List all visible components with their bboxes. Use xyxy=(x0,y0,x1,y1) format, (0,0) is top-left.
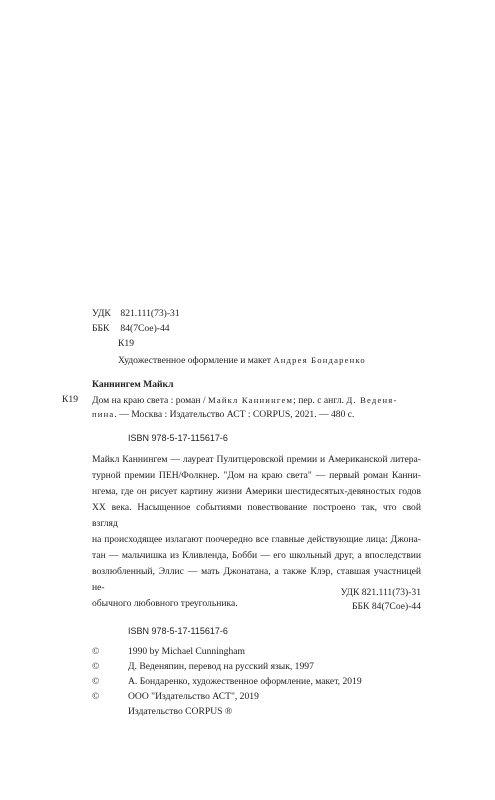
entry-line-2 xyxy=(92,407,354,422)
copyright-text: ООО "Издательство АСТ", 2019 xyxy=(128,691,259,702)
right-bbk: ББК 84(7Сое)-44 xyxy=(352,601,421,612)
annotation-line: нгема, где он рисует картину жизни Америки шестидесятых-девяностых годов xyxy=(92,486,421,497)
udc-value: 821.111(73)-31 xyxy=(120,308,180,319)
udc-line xyxy=(92,307,180,321)
bbk-value: 84(7Сое)-44 xyxy=(120,323,170,334)
copyright-symbol: © xyxy=(92,646,100,657)
copyright-line xyxy=(92,690,259,704)
entry-mark: К19 xyxy=(62,394,78,405)
copyright-symbol: © xyxy=(92,661,100,672)
copyright-symbol: © xyxy=(92,691,100,702)
entry-line-1 xyxy=(92,393,398,408)
entry-publication: . — Москва : Издательство АСТ : CORPUS, 2021. — 480 с. xyxy=(114,409,355,420)
publisher-line: Издательство CORPUS ® xyxy=(128,706,233,717)
copyright-text: Д. Веденяпин, перевод на русский язык, 1997 xyxy=(128,661,314,672)
entry-translator: Д. Веденя- xyxy=(346,395,398,405)
entry-title: Дом на краю света : роман / xyxy=(92,395,206,406)
design-credit xyxy=(118,353,366,368)
bbk-line xyxy=(92,322,170,336)
entry-author-heading: Каннингем Майкл xyxy=(92,379,174,390)
classification-block xyxy=(341,586,421,614)
copyright-line xyxy=(92,645,245,659)
right-udc: УДК 821.111(73)-31 xyxy=(340,587,421,598)
bbk-label: ББК xyxy=(92,323,110,334)
copyright-text: 1990 by Michael Cunningham xyxy=(128,646,245,657)
annotation-line: тан — мальчишка из Кливленда, Бобби — его школьный друг, а впоследствии xyxy=(92,550,421,561)
udc-label: УДК xyxy=(92,308,111,319)
author-mark: К19 xyxy=(118,338,134,349)
entry-translation-note: ; пер. с англ. xyxy=(293,395,344,406)
annotation-line: Майкл Каннингем — лауреат Пулитцеровской премии и Американской литера- xyxy=(92,454,421,465)
isbn-bottom: ISBN 978-5-17-115617-6 xyxy=(128,626,228,636)
copyright-text: А. Бондаренко, художественное оформление, макет, 2019 xyxy=(128,676,362,687)
copyright-line xyxy=(92,660,314,674)
entry-author-name: Майкл Каннингем xyxy=(208,395,294,405)
copyright-symbol: © xyxy=(92,676,100,687)
isbn-entry: ISBN 978-5-17-115617-6 xyxy=(128,433,228,443)
design-credit-prefix: Художественное оформление и макет xyxy=(118,355,271,366)
entry-translator-cont: пина xyxy=(92,409,115,419)
annotation-line: XX века. Насыщенное событиями повествование построено так, что свой взгляд xyxy=(92,502,421,529)
annotation-line: турной премии ПЕН/Фолкнер. "Дом на краю света" — первый роман Канни- xyxy=(92,470,421,481)
annotation-line: возлюбленный, Эллис — мать Джонатана, а также Клэр, ставшая участницей не- xyxy=(92,566,421,593)
copyright-line xyxy=(92,675,362,689)
annotation-line: на происходящее излагают поочередно все главные действующие лица: Джона- xyxy=(92,534,421,545)
annotation-line: обычного любовного треугольника. xyxy=(92,598,238,609)
design-credit-name: Андрея Бондаренко xyxy=(273,355,366,365)
